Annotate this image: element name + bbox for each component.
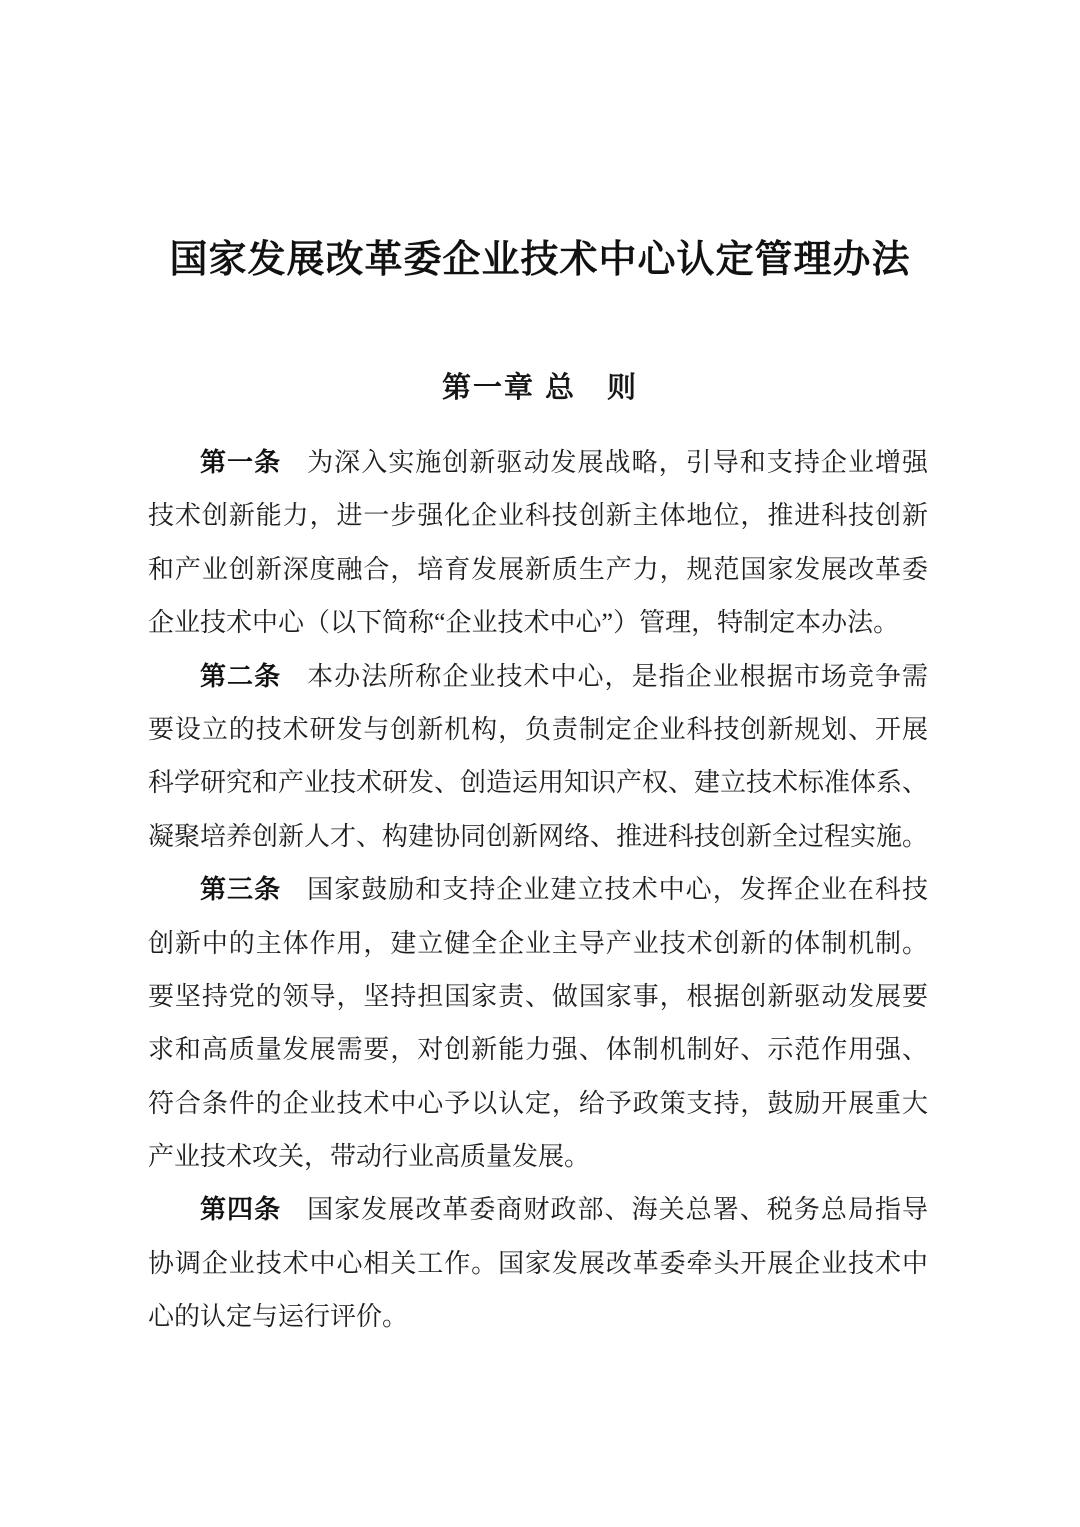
article-4-body-lines [148,1237,928,1290]
article-3-first-line [148,863,928,916]
article-2-body-lines [148,703,928,810]
article-body-line: 创新中的主体作用，建立健全企业主导产业技术创新的体制机制。 [148,928,928,958]
chapter-heading: 第一章 总 则 [441,372,639,404]
article-body-line: 和产业创新深度融合，培育发展新质生产力，规范国家发展改革委 [148,554,928,584]
article-body-line: 要坚持党的领导，坚持担国家责、做国家事，根据创新驱动发展要 [148,981,928,1011]
article-1-first-line-text: 为深入实施创新驱动发展战略，引导和支持企业增强 [307,448,928,477]
document-title: 国家发展改革委企业技术中心认定管理办法 [169,239,911,281]
article-3-label: 第三条 [200,874,282,905]
article-2-last-line: 凝聚培养创新人才、构建协同创新网络、推进科技创新全过程实施。 [148,821,929,851]
article-body-line: 技术创新能力，进一步强化企业科技创新主体地位，推进科技创新 [148,501,928,531]
article-2-first-line-text: 本办法所称企业技术中心，是指企业根据市场竞争需 [307,661,928,691]
article-body-line: 协调企业技术中心相关工作。国家发展改革委牵头开展企业技术中 [148,1248,928,1278]
article-1-first-line [148,436,928,489]
article-4-label: 第四条 [200,1194,282,1225]
article-3-last-line: 产业技术攻关，带动行业高质量发展。 [148,1142,591,1172]
article-4-first-line [148,1183,928,1236]
article-2 [148,650,928,864]
article-3-first-line-text: 国家鼓励和支持企业建立技术中心，发挥企业在科技 [307,875,928,905]
article-3-body-lines [148,917,928,1131]
article-4 [148,1183,928,1343]
article-1-label: 第一条 [200,447,282,477]
article-body-line: 符合条件的企业技术中心予以认定，给予政策支持，鼓励开展重大 [148,1088,928,1118]
article-4-first-line-text: 国家发展改革委商财政部、海关总署、税务总局指导 [307,1195,928,1225]
article-body-line: 科学研究和产业技术研发、创造运用知识产权、建立技术标准体系、 [148,768,929,798]
article-3 [148,863,928,1183]
article-body-line: 求和高质量发展需要，对创新能力强、体制机制好、示范作用强、 [148,1035,928,1065]
article-body-line: 要设立的技术研发与创新机构，负责制定企业科技创新规划、开展 [148,714,928,744]
article-1-last-line: 企业技术中心（以下简称“企业技术中心”）管理，特制定本办法。 [148,608,900,638]
document-body [148,436,928,1344]
article-2-label: 第二条 [200,660,282,691]
article-1 [148,436,928,650]
article-2-first-line [148,650,928,703]
article-4-last-line: 心的认定与运行评价。 [148,1302,409,1332]
article-1-body-lines [148,489,928,596]
